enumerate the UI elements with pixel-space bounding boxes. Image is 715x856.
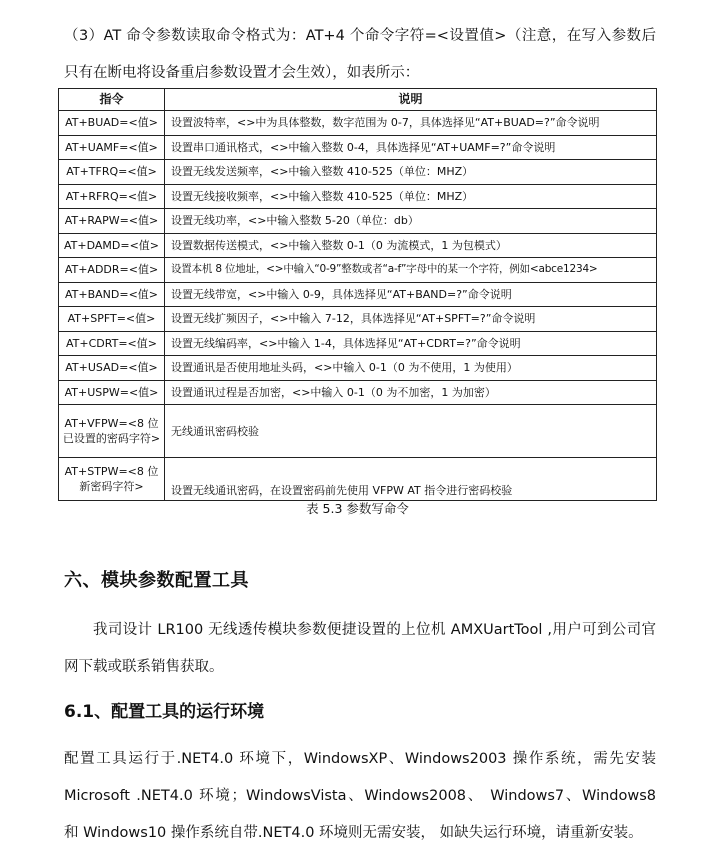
at-command-table (58, 88, 657, 501)
section-paragraph: 我司设计 LR100 无线透传模块参数便捷设置的上位机 AMXUartTool ,用户可到公司官网下载或联系销售获取。 (64, 622, 656, 675)
command-cell: AT+DAMD=<值> (59, 233, 165, 258)
command-cell: AT+ADDR=<值> (59, 258, 165, 283)
table-row (59, 282, 657, 307)
table-row (59, 209, 657, 234)
table-caption: 表 5.3 参数写命令 (306, 501, 409, 516)
command-cell: AT+RFRQ=<值> (59, 184, 165, 209)
description-cell: 设置通讯过程是否加密，<>中输入 0-1（0 为不加密，1 为加密） (165, 380, 657, 405)
description-cell: 设置无线发送频率，<>中输入整数 410-525（单位：MHZ） (165, 160, 657, 185)
table-row (59, 331, 657, 356)
subsection-heading: 6.1、配置工具的运行环境 (64, 702, 265, 722)
command-cell: AT+TFRQ=<值> (59, 160, 165, 185)
table-row (59, 356, 657, 381)
table-row (59, 111, 657, 136)
table-row (59, 405, 657, 458)
description-cell: 设置波特率，<>中为具体整数，数字范围为 0-7，具体选择见“AT+BUAD=?”命令说明 (165, 111, 657, 136)
command-cell: AT+SPFT=<值> (59, 307, 165, 332)
intro-paragraph: （3）AT 命令参数读取命令格式为：AT+4 个命令字符=<设置值>（注意，在写入参数后 只有在断电将设备重启参数设置才会生效），如表所示： (64, 28, 656, 81)
command-cell: AT+USAD=<值> (59, 356, 165, 381)
table-row (59, 135, 657, 160)
command-cell: AT+RAPW=<值> (59, 209, 165, 234)
command-cell: AT+STPW=<8 位新密码字符> (59, 458, 165, 501)
description-cell: 无线通讯密码校验 (165, 405, 657, 458)
command-cell: AT+BUAD=<值> (59, 111, 165, 136)
table-row (59, 458, 657, 501)
table-row (59, 184, 657, 209)
description-cell: 设置无线带宽，<>中输入 0-9，具体选择见“AT+BAND=?”命令说明 (165, 282, 657, 307)
description-cell: 设置无线功率，<>中输入整数 5-20（单位：db） (165, 209, 657, 234)
header-command: 指令 (59, 89, 165, 111)
table-row (59, 258, 657, 283)
description-cell: 设置无线接收频率，<>中输入整数 410-525（单位：MHZ） (165, 184, 657, 209)
table-row (59, 380, 657, 405)
table-row (59, 307, 657, 332)
description-cell: 设置数据传送模式，<>中输入整数 0-1（0 为流模式，1 为包模式） (165, 233, 657, 258)
table-row (59, 160, 657, 185)
command-cell: AT+UAMF=<值> (59, 135, 165, 160)
description-cell: 设置无线编码率，<>中输入 1-4，具体选择见“AT+CDRT=?”命令说明 (165, 331, 657, 356)
description-cell: 设置通讯是否使用地址头码，<>中输入 0-1（0 为不使用，1 为使用） (165, 356, 657, 381)
command-cell: AT+USPW=<值> (59, 380, 165, 405)
section-heading: 六、模块参数配置工具 (64, 570, 249, 591)
command-cell: AT+CDRT=<值> (59, 331, 165, 356)
subsection-paragraph: 配置工具运行于.NET4.0 环境下，WindowsXP、Windows2003 操作系统，需先安装 Microsoft .NET4.0 环境；WindowsVista、Windows2008、 Windows7、Windows8 和 Windows10 操作系统自带.NET4.0 环境则无需安装， 如缺失运行环境，请重新安装。 (64, 751, 656, 841)
description-cell: 设置无线扩频因子，<>中输入 7-12，具体选择见“AT+SPFT=?”命令说明 (165, 307, 657, 332)
table-header-row (59, 89, 657, 111)
description-cell: 设置无线通讯密码，在设置密码前先使用 VFPW AT 指令进行密码校验 (165, 458, 657, 501)
description-cell: 设置本机 8 位地址，<>中输入“0-9”整数或者“a-f”字母中的某一个字符，例如<abce1234> (165, 258, 657, 283)
header-description: 说明 (165, 89, 657, 111)
command-cell: AT+BAND=<值> (59, 282, 165, 307)
description-cell: 设置串口通讯格式，<>中输入整数 0-4，具体选择见“AT+UAMF=?”命令说明 (165, 135, 657, 160)
table-row (59, 233, 657, 258)
command-cell: AT+VFPW=<8 位已设置的密码字符> (59, 405, 165, 458)
